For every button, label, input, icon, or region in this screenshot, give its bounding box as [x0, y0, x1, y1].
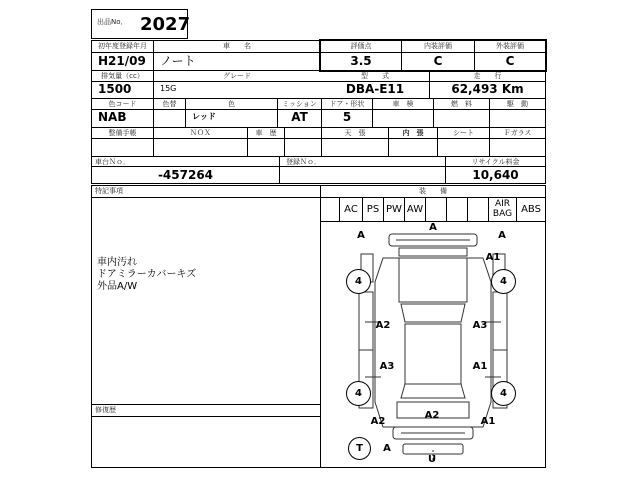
damage-front-left: A [357, 230, 365, 241]
rating-label: 評価点 [350, 42, 372, 50]
damage-right-door: A3 [472, 320, 488, 331]
damage-rear-left: A2 [370, 416, 386, 427]
note-line: 外品A/W [97, 281, 138, 292]
grade-label: グレード [223, 72, 251, 80]
year-reg-label: 初年度登録年月 [98, 42, 147, 50]
color-value: レッド [192, 112, 216, 121]
equip-ps: PS [366, 204, 380, 215]
equip-abs: ABS [521, 204, 541, 215]
damage-underbody: U [427, 454, 437, 465]
repair-history-label: 修復歴 [95, 406, 116, 414]
drive-label: 駆 動 [507, 100, 528, 108]
type-value: DBA-E11 [345, 82, 405, 96]
color-code-value: NAB [98, 110, 127, 124]
car-diagram [321, 222, 545, 467]
interior-label: 内装評価 [424, 42, 452, 50]
interior-value: C [433, 54, 443, 68]
nox-label: ＮＯＸ [190, 129, 211, 137]
year-reg-value: H21/09 [98, 54, 146, 68]
model-value: ノート [160, 54, 196, 68]
damage-right-front: A1 [485, 252, 501, 263]
equip-aw: AW [406, 204, 424, 215]
equip-ac: AC [344, 204, 358, 215]
registration-label: 登録Ｎｏ． [286, 158, 321, 166]
damage-front: A [429, 222, 437, 233]
damage-rear-bottom: A [383, 443, 391, 454]
doors-value: 5 [342, 110, 352, 124]
note-line: 車内汚れ [97, 257, 137, 268]
seat-label: シート [453, 129, 474, 137]
mileage-label: 走 行 [473, 72, 502, 80]
maintenance-label: 整備手帳 [108, 129, 137, 137]
model-label: 車 名 [223, 42, 251, 50]
rating-value: 3.5 [350, 54, 372, 68]
glass-label: Ｆガラス [503, 129, 532, 137]
equip-pw: PW [386, 204, 402, 215]
exterior-value: C [505, 54, 515, 68]
damage-rear-right: A1 [480, 416, 496, 427]
exterior-label: 外装評価 [496, 42, 524, 50]
note-line: ドアミラーカバーキズ [97, 269, 197, 280]
damage-rear: A2 [424, 410, 440, 421]
damage-front-right: A [498, 230, 506, 241]
doors-label: ドア・形状 [329, 100, 365, 108]
tire-rear-left: 4 [346, 381, 371, 406]
recycle-label: リサイクル料金 [471, 158, 520, 166]
mileage-value: 62,493 Km [451, 82, 524, 96]
chassis-value: -457264 [157, 168, 214, 182]
notes-list [97, 257, 317, 293]
chassis-label: 車台Ｎｏ． [95, 158, 130, 166]
equip-airbag: AIR BAG [492, 199, 513, 219]
grade-value: 15G [160, 84, 177, 93]
listing-number: 2027 [140, 14, 191, 35]
fuel-label: 燃 料 [451, 100, 472, 108]
recycle-value: 10,640 [472, 168, 519, 182]
damage-left-rear-door: A3 [379, 361, 395, 372]
spare-tire: T [348, 437, 371, 460]
color-label: 色 [228, 100, 235, 108]
listing-number-label: 出品No． [97, 18, 128, 26]
type-label: 型 式 [361, 72, 389, 80]
ceiling-label: 天 張 [344, 129, 366, 137]
tire-rear-right: 4 [491, 381, 516, 406]
interior-upholstery-label: 内 張 [402, 129, 424, 137]
color-change-label: 色替 [162, 100, 177, 108]
tire-front-left: 4 [346, 269, 371, 294]
mission-value: AT [291, 110, 308, 124]
tire-front-right: 4 [491, 269, 516, 294]
color-code-label: 色コード [108, 100, 137, 108]
mission-label: ミッション [282, 100, 317, 108]
equipment-label: 装 備 [419, 187, 447, 195]
damage-right-rear-door: A1 [472, 361, 488, 372]
damage-left-door: A2 [375, 320, 391, 331]
history-label: 車 歴 [255, 129, 277, 137]
displacement-value: 1500 [98, 82, 132, 96]
inspection-label: 車 検 [392, 100, 414, 108]
notes-label: 特記事項 [95, 187, 123, 195]
displacement-label: 排気量（cc） [101, 72, 144, 80]
